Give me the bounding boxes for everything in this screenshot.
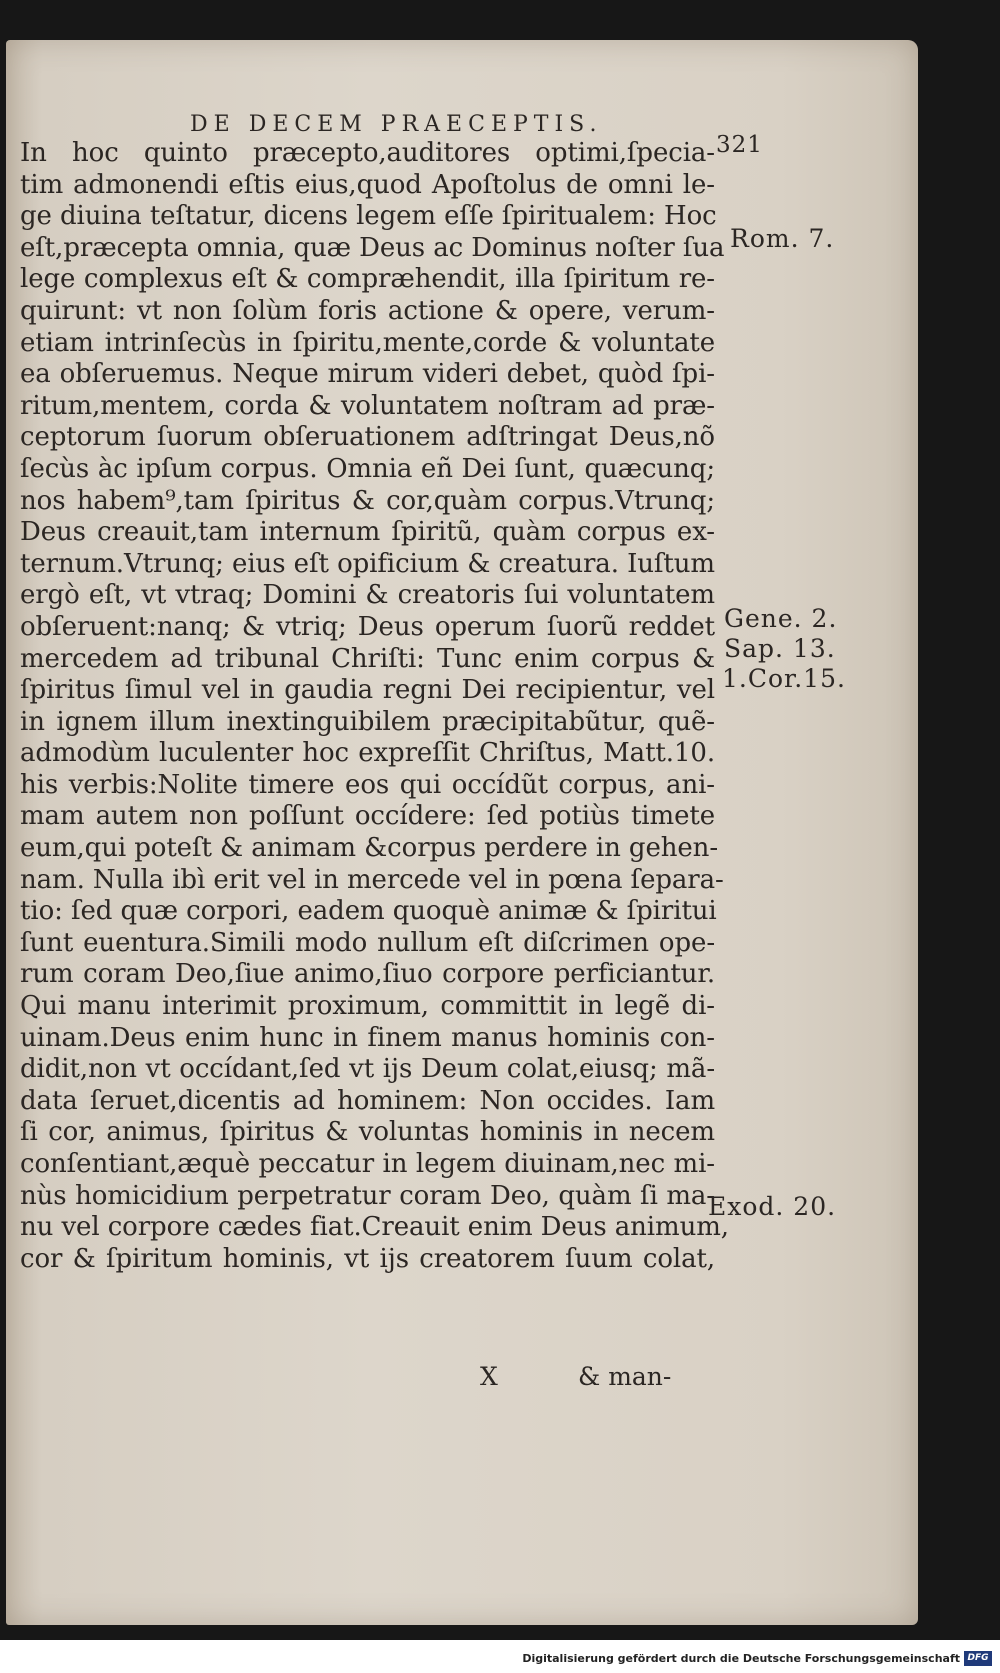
text-line: mam autem non poſſunt occídere: ſed potiùs timete	[20, 801, 715, 832]
text-line: Qui manu interimit proximum, committit in legẽ di-	[20, 991, 715, 1022]
text-line: eum,qui poteſt & animam &corpus perdere in gehen-	[20, 833, 719, 864]
text-line: etiam intrinſecùs in ſpiritu,mente,corde & voluntate	[20, 327, 715, 358]
margin-note-sap: Sap. 13.	[724, 634, 836, 663]
text-line: quirunt: vt non ſolùm foris actione & opere, verum-	[20, 295, 715, 326]
text-line: In hoc quinto præcepto,auditores optimi,ſpecia-	[20, 138, 715, 168]
body-text	[20, 138, 729, 1275]
text-line: cor & ſpiritum hominis, vt ijs creatorem ſuum colat,	[20, 1243, 715, 1274]
text-line: ſpiritus ſimul vel in gaudia regni Dei recipientur, vel	[20, 675, 715, 706]
signature-mark: X	[480, 1362, 498, 1391]
text-line: ternum.Vtrunq; eius eſt opificium & creatura. Iuſtum	[20, 548, 715, 579]
text-line: ea obſeruemus. Neque mirum videri debet, quòd ſpi-	[20, 359, 715, 390]
text-line: obſeruent:nanq; & vtriq; Deus operum ſuorũ reddet	[20, 611, 715, 642]
text-line: ceptorum ſuorum obſeruationem adſtringat Deus,nõ	[20, 422, 715, 453]
text-line: nos habem⁹,tam ſpiritus & cor,quàm corpus.Vtrunq;	[20, 485, 715, 516]
text-line: ge diuina teſtatur, dicens legem eſſe ſpiritualem: Hoc	[20, 201, 717, 232]
text-line: ſunt euentura.Simili modo nullum eſt diſcrimen ope-	[20, 927, 715, 958]
text-line: nam. Nulla ibì erit vel in mercede vel in pœna ſepara-	[20, 864, 724, 895]
margin-note-cor: 1.Cor.15.	[722, 664, 846, 693]
catchword: & man-	[578, 1362, 672, 1391]
text-line: data ſeruet,dicentis ad hominem: Non occides. Iam	[20, 1085, 715, 1116]
text-line: rum coram Deo,ſiue animo,ſiuo corpore perficiantur.	[20, 959, 715, 990]
footer-credit: Digitalisierung gefördert durch die Deutsche Forschungsgemeinschaft	[522, 1652, 960, 1665]
text-line: ritum,mentem, corda & voluntatem noſtram ad præ-	[20, 390, 715, 421]
text-line: tim admonendi eſtis eius,quod Apoſtolus de omni le-	[20, 169, 715, 200]
running-title: DE DECEM PRAECEPTIS.	[190, 112, 603, 137]
text-line: mercedem ad tribunal Chriſti: Tunc enim corpus &	[20, 643, 715, 674]
text-line: ſecùs àc ipſum corpus. Omnia eñ Dei ſunt, quæcunq;	[20, 453, 715, 484]
dfg-logo-icon: DFG	[964, 1651, 992, 1666]
text-line: lege complexus eſt & compræhendit, illa ſpiritum re-	[20, 264, 715, 295]
text-line: his verbis:Nolite timere eos qui occídũt corpus, ani-	[20, 769, 715, 800]
margin-note-rom: Rom. 7.	[730, 224, 835, 253]
text-line: in ignem illum inextinguibilem præcipitabũtur, quẽ-	[20, 706, 715, 737]
text-line: eſt,præcepta omnia, quæ Deus ac Dominus noſter ſua	[20, 232, 725, 263]
text-line: ergò eſt, vt vtraq; Domini & creatoris ſui voluntatem	[20, 580, 715, 611]
text-line: conſentiant,æquè peccatur in legem diuinam,nec mi-	[20, 1149, 715, 1179]
text-line: nu vel corpore cædes fiat.Creauit enim Deus animum,	[20, 1212, 729, 1243]
text-line: tio: ſed quæ corpori, eadem quoquè animæ & ſpiritui	[20, 896, 717, 927]
text-line: uinam.Deus enim hunc in finem manus hominis con-	[20, 1022, 715, 1053]
text-line: ſi cor, animus, ſpiritus & voluntas hominis in necem	[20, 1117, 715, 1148]
text-line: admodùm luculenter hoc expreſſit Chriſtus, Matt.10.	[20, 738, 715, 769]
margin-note-exod: Exod. 20.	[708, 1192, 837, 1221]
text-line: Deus creauit,tam internum ſpiritũ, quàm corpus ex-	[20, 517, 715, 548]
text-line: didit,non vt occídant,ſed vt ijs Deum colat,eiusq; mã-	[20, 1054, 715, 1085]
page-number: 321	[716, 132, 763, 158]
footer-bar	[0, 1648, 1000, 1673]
margin-note-gene: Gene. 2.	[724, 604, 838, 633]
text-line: nùs homicidium perpetratur coram Deo, quàm ſi ma-	[20, 1180, 715, 1211]
